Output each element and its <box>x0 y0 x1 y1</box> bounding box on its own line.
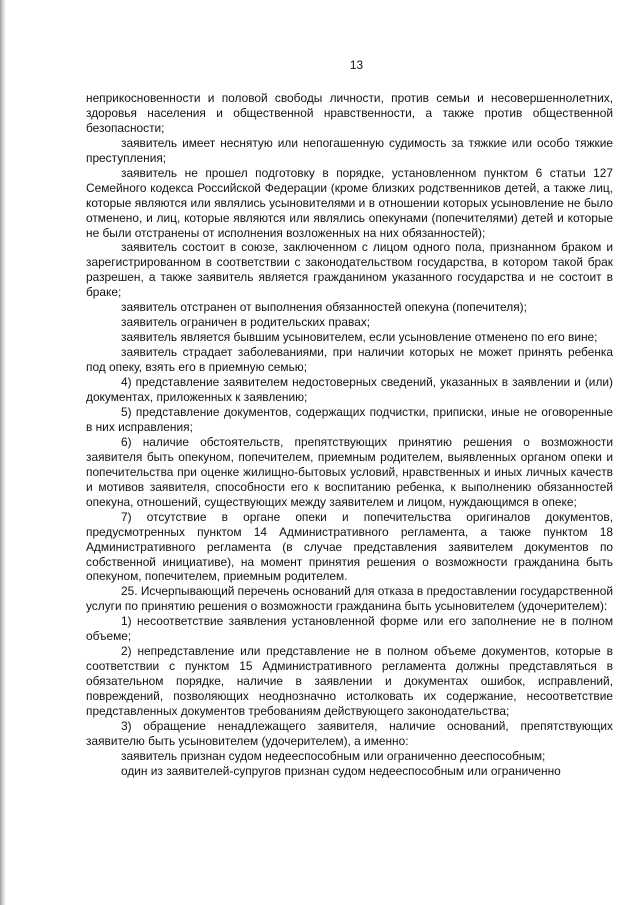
paragraph-spouse-incapacity: один из заявителей-супругов признан судом недееспособным или ограниченно <box>121 763 561 778</box>
paragraph-adoption-item-1: 1) несоответствие заявления установленной форме или его заполнение не в полном объеме; <box>86 614 613 644</box>
document-page <box>86 58 613 779</box>
paragraph-crimes-continued: неприкосновенности и половой свободы личности, против семьи и несовершеннолетних, здоровья населения и общественной нравственности, а также против общественной безопасности; <box>86 90 613 135</box>
paragraph-item-7: 7) отсутствие в органе опеки и попечительства оригиналов документов, предусмотренных пунктом 14 Административного регламента, а также пунктом 18 Административного регламента (в случае представления заявителем документов по собственной инициативе), на момент принятия решения о возможности гражданина быть опекуном, попечителем, приемным родителем. <box>86 509 613 584</box>
paragraph-adoption-item-3: 3) обращение ненадлежащего заявителя, наличие оснований, препятствующих заявителю быть усыновителем (удочерителем), а именно: <box>86 718 613 748</box>
paragraph-section-25: 25. Исчерпывающий перечень оснований для отказа в предоставлении государственной услуги по принятию решения о возможности гражданина быть усыновителем (удочерителем): <box>86 584 613 614</box>
paragraph-item-4: 4) представление заявителем недостоверных сведений, указанных в заявлении и (или) документах, приложенных к заявлению; <box>86 375 613 405</box>
paragraph-restricted-rights: заявитель ограничен в родительских правах; <box>121 315 371 330</box>
paragraph-former-adopter: заявитель является бывшим усыновителем, если усыновление отменено по его вине; <box>121 330 598 345</box>
paragraph-incapacity: заявитель признан судом недееспособным или ограниченно дееспособным; <box>121 748 546 763</box>
paragraph-no-training: заявитель не прошел подготовку в порядке, установленном пунктом 6 статьи 127 Семейного кодекса Российской Федерации (кроме близких родственников детей, а также лиц, которые являются или являлись усыновителями и в отношении которых усыновление не было отменено, и лиц, которые являются или являлись опекунами (попечителями) детей и которые не были отстранены от исполнения возложенных на них обязанностей); <box>86 165 613 240</box>
page-number: 13 <box>349 58 364 72</box>
paragraph-adoption-item-2: 2) непредставление или представление не в полном объеме документов, которые в соответствии с пунктом 15 Административного регламента должны представляться в обязательном порядке, наличие в заявлении и документах ошибок, исправлений, повреждений, позволяющих неоднозначно истолковать их содержание, несоответствие представленных документов требованиям действующего законодательства; <box>86 644 613 719</box>
paragraph-criminal-record: заявитель имеет неснятую или непогашенную судимость за тяжкие или особо тяжкие преступления; <box>86 135 613 165</box>
paragraph-item-5: 5) представление документов, содержащих подчистки, приписки, иные не оговоренные в них исправления; <box>86 404 613 434</box>
paragraph-removed-guardian: заявитель отстранен от выполнения обязанностей опекуна (попечителя); <box>121 300 527 315</box>
scan-edge-shadow <box>0 0 6 905</box>
paragraph-item-6: 6) наличие обстоятельств, препятствующих принятию решения о возможности заявителя быть опекуном, попечителем, приемным родителем, выявленных органом опеки и попечительства при оценке жилищно-бытовых условий, нравственных и иных личных качеств и мотивов заявителя, способности его к воспитанию ребенка, к выполнению обязанностей опекуна, отношений, существующих между заявителем и лицом, нуждающимся в опеке; <box>86 434 613 509</box>
paragraph-same-sex-union: заявитель состоит в союзе, заключенном с лицом одного пола, признанном браком и зарегистрированном в соответствии с законодательством государства, в котором такой брак разрешен, а также заявитель является гражданином указанного государства и не состоит в браке; <box>86 240 613 300</box>
paragraph-diseases: заявитель страдает заболеваниями, при наличии которых не может принять ребенка под опеку, взять его в приемную семью; <box>86 345 613 375</box>
